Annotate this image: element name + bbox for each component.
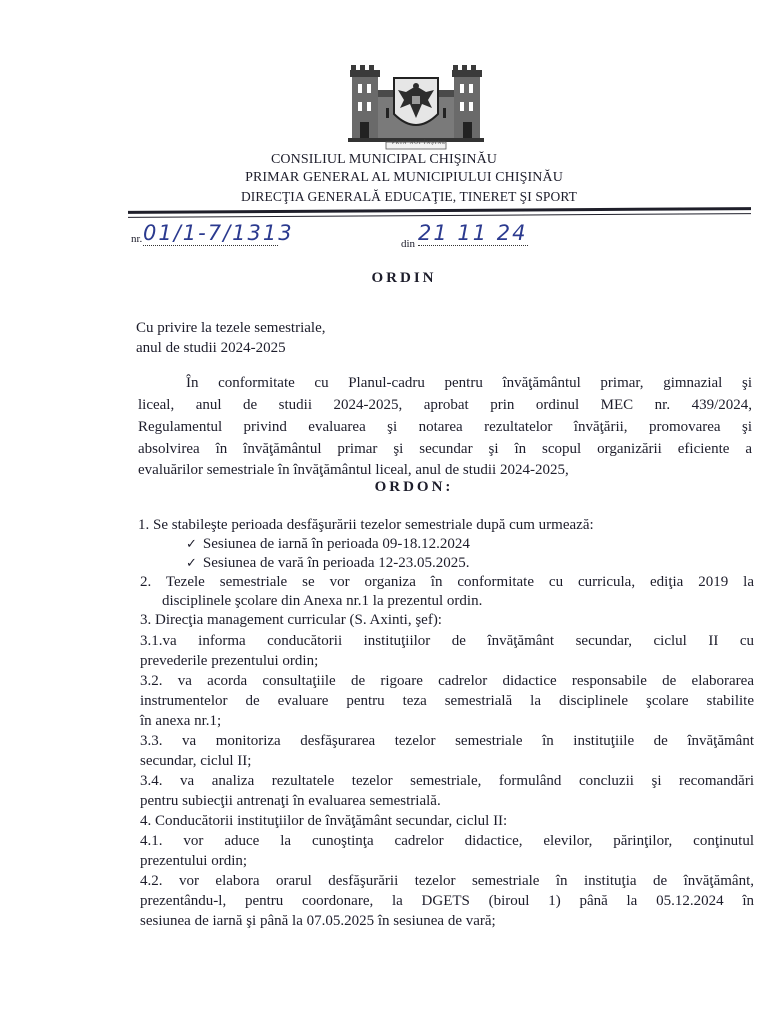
item-4-2-line-1: 4.2. vor elabora orarul desfăşurării tezelor semestriale în instituţia de învăţământ, (140, 873, 754, 889)
nr-label: nr. (131, 233, 143, 245)
subject-line-1: Cu privire la tezele semestriale, (136, 320, 326, 336)
preamble-line-2: liceal, anul de studii 2024-2025, aprobat prin ordinul MEC nr. 439/2024, (138, 397, 752, 413)
item-2-line-2: disciplinele şcolare din Anexa nr.1 la prezentul ordin. (162, 593, 483, 609)
subject-line-2: anul de studii 2024-2025 (136, 340, 286, 356)
preamble-line-5: evaluărilor semestriale în învăţământul liceal, anul de studii 2024-2025, (138, 462, 569, 478)
item-3-4-line-1: 3.4. va analiza rezultatele tezelor semestriale, formulând concluzii şi recomandări (140, 773, 754, 789)
header-directorate: DIRECŢIA GENERALĂ EDUCAŢIE, TINERET ŞI SPORT (240, 189, 578, 204)
bullet-winter-session (186, 537, 470, 552)
header-mayor: PRIMAR GENERAL AL MUNICIPIULUI CHIŞINĂU (245, 170, 563, 185)
preamble-line-4: absolvirea în învăţământul primar şi secundar şi în scopul organizării eficiente a (138, 441, 752, 457)
preamble-line-1: În conformitate cu Planul-cadru pentru învăţământul primar, gimnazial şi (186, 375, 752, 391)
item-4: 4. Conducătorii instituţiilor de învăţământ secundar, ciclul II: (140, 813, 508, 829)
item-4-1-line-1: 4.1. vor aduce la cunoştinţa cadrelor didactice, elevilor, părinţilor, conţinutul (140, 833, 754, 849)
date-label: din (401, 238, 416, 250)
item-3-3-line-2: secundar, ciclul II; (140, 753, 252, 769)
checkmark-icon: ✓ (186, 537, 197, 552)
item-2-line-1: 2. Tezele semestriale se vor organiza în conformitate cu curricula, ediţia 2019 la (140, 574, 754, 590)
crest-motto: PRIN NOI ÎNŞINE (392, 141, 447, 146)
registration-date: 21 11 24 (418, 221, 528, 245)
registration-number: 01/1-7/1313 (143, 221, 294, 245)
item-4-2-line-2: prezentându-l, pentru coordonare, la DGETS (biroul 1) până la 05.12.2024 în (140, 893, 754, 909)
item-3-2-line-2: instrumentelor de evaluare pentru teza semestrială la disciplinele şcolare stabilite (140, 693, 754, 709)
document-title: ORDIN (371, 270, 437, 286)
item-1: 1. Se stabileşte perioada desfăşurării tezelor semestriale după cum urmează: (138, 517, 594, 533)
item-4-1-line-2: prezentului ordin; (140, 853, 248, 869)
registration-line (131, 221, 528, 250)
bullet-summer-text: Sesiunea de vară în perioada 12-23.05.2025. (202, 555, 470, 571)
item-3: 3. Direcţia management curricular (S. Axinti, şef): (140, 612, 442, 628)
item-3-2-line-3: în anexa nr.1; (140, 713, 222, 729)
header-divider-thin (128, 213, 751, 218)
item-3-2-line-1: 3.2. va acorda consultaţiile de rigoare cadrelor didactice responsabile de elaborarea (140, 673, 754, 689)
ordon-heading: ORDON: (374, 479, 454, 495)
preamble-line-3: Regulamentul privind evaluarea şi notarea rezultatelor învăţării, promovarea şi (138, 419, 752, 435)
checkmark-icon: ✓ (186, 556, 197, 571)
item-3-4-line-2: pentru subiecţii antrenaţi în evaluarea semestrială. (140, 793, 441, 809)
header-council: CONSILIUL MUNICIPAL CHIŞINĂU (270, 152, 498, 167)
bullet-winter-text: Sesiunea de iarnă în perioada 09-18.12.2024 (202, 536, 470, 552)
item-3-1-line-2: prevederile prezentului ordin; (140, 653, 319, 669)
item-3-3-line-1: 3.3. va monitoriza desfăşurarea tezelor semestriale în instituţiile de învăţământ (140, 733, 754, 749)
item-3-1-line-1: 3.1.va informa conducătorii instituţiilor de învăţământ secundar, ciclul II cu (140, 633, 754, 649)
bullet-summer-session (186, 556, 470, 571)
item-4-2-line-3: sesiunea de iarnă şi până la 07.05.2025 în sesiunea de vară; (140, 913, 496, 929)
